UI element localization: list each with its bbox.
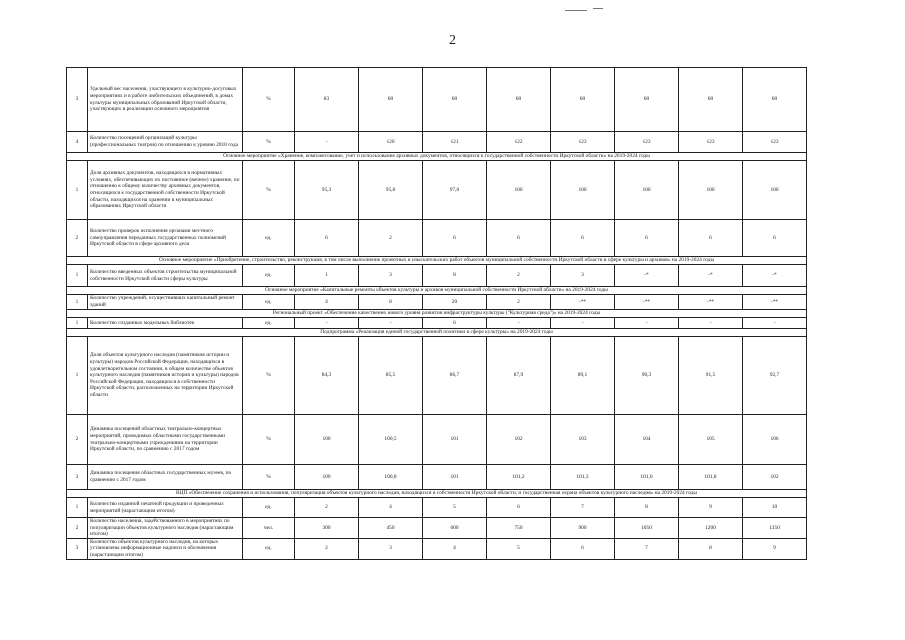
indicator-name: Количество посещений организаций культуры (профессиональных театров) по отношению к уровню 2010 года [88,132,243,153]
value-cell: - [743,318,807,329]
value-cell: 97,0 [423,161,487,220]
value-cell: 300 [295,518,359,539]
scan-artifact-line [565,10,587,11]
value-cell: 9 [743,538,807,559]
value-cell: 2 [487,265,551,287]
section-header-row [67,153,807,161]
value-cell: 6 [743,220,807,257]
value-cell: 100 [295,465,359,490]
page-number: 2 [449,33,456,48]
value-cell: 106 [743,415,807,465]
value-cell: 6 [487,498,551,518]
value-cell: 900 [551,518,615,539]
unit-cell: ед. [243,265,295,287]
value-cell: 450 [359,518,423,539]
unit-cell: ед. [243,295,295,310]
value-cell: 123 [615,132,679,153]
indicator-name: Количество населения, задействованного в мероприятиях по популяризации объектов культурного наследия (нарастающим итогом) [88,518,243,539]
value-cell: 6 [423,318,487,329]
value-cell: 2 [487,295,551,310]
value-cell: 1350 [743,518,807,539]
value-cell: 100 [487,161,551,220]
value-cell: 60 [615,68,679,132]
table-row [67,498,807,518]
value-cell: 101,6 [615,465,679,490]
table-row [67,161,807,220]
row-number: 3 [67,465,88,490]
value-cell: 6 [487,220,551,257]
row-number: 3 [67,538,88,559]
value-cell: 101 [423,415,487,465]
value-cell: -* [615,265,679,287]
value-cell: 4 [295,295,359,310]
value-cell: 7 [615,538,679,559]
value-cell: 10 [743,498,807,518]
value-cell: 103 [551,415,615,465]
value-cell: 92,7 [743,337,807,415]
unit-cell: % [243,337,295,415]
section-title: Основное мероприятие «Капитальные ремонты объектов культуры и архивов муниципальной собственности Иркутской области» на 2019-2024 годы [67,287,807,295]
value-cell: 91,5 [679,337,743,415]
value-cell: - [295,132,359,153]
indicator-name: Количество объектов культурного наследия, на которых установлены информационные надписи и обозначения (нарастающим итогом) [88,538,243,559]
unit-cell: ед. [243,498,295,518]
value-cell: 60 [359,68,423,132]
section-title: Основное мероприятие «Хранение, комплектование, учет и использование архивных документов, относящихся к государственной собственности Иркутской области» на 2019-2024 годы [67,153,807,161]
value-cell: 100 [615,161,679,220]
value-cell: 87,9 [487,337,551,415]
value-cell: 6 [551,220,615,257]
unit-cell: % [243,415,295,465]
value-cell: 123 [743,132,807,153]
value-cell: 121 [423,132,487,153]
row-number: 1 [67,161,88,220]
value-cell: 104 [615,415,679,465]
row-number: 2 [67,220,88,257]
value-cell: 102 [487,415,551,465]
value-cell: 100 [295,415,359,465]
table-row [67,337,807,415]
value-cell: 3 [359,265,423,287]
section-header-row [67,257,807,265]
value-cell: 86,7 [423,337,487,415]
value-cell: 6 [615,220,679,257]
value-cell: 8 [423,265,487,287]
value-cell: - [615,318,679,329]
value-cell: 4 [359,498,423,518]
value-cell: 8 [679,538,743,559]
value-cell: 1200 [679,518,743,539]
value-cell: - [679,318,743,329]
indicator-name: Количество учреждений, осуществивших капитальный ремонт зданий [88,295,243,310]
value-cell: 89,1 [551,337,615,415]
value-cell: 8 [615,498,679,518]
row-number: 1 [67,265,88,287]
value-cell: 5 [487,538,551,559]
value-cell: 85,5 [359,337,423,415]
row-number: 2 [67,415,88,465]
section-header-row [67,329,807,337]
value-cell: 100,8 [359,465,423,490]
value-cell: 100 [551,161,615,220]
value-cell: 123 [551,132,615,153]
value-cell: 102 [743,465,807,490]
value-cell: 95,8 [359,161,423,220]
value-cell: 60 [679,68,743,132]
table-row [67,415,807,465]
value-cell: 90,3 [615,337,679,415]
scan-artifact-line [593,8,603,9]
value-cell: -** [551,295,615,310]
value-cell: 3 [551,265,615,287]
unit-cell: ед. [243,318,295,329]
value-cell: 9 [679,498,743,518]
value-cell: 101,8 [679,465,743,490]
table-row [67,265,807,287]
value-cell: 6 [423,220,487,257]
unit-cell: % [243,68,295,132]
table-row [67,318,807,329]
value-cell: -** [679,295,743,310]
table-row [67,220,807,257]
section-header-row [67,490,807,498]
value-cell: 60 [487,68,551,132]
value-cell: - [487,318,551,329]
indicator-name: Количество проверок исполнения органами местного самоуправления переданных государственных полномочий Иркутской области в сфере архивного дела [88,220,243,257]
row-number: 1 [67,337,88,415]
value-cell: 8 [359,295,423,310]
value-cell: 2 [359,220,423,257]
value-cell: 6 [295,220,359,257]
value-cell: -** [615,295,679,310]
value-cell: 7 [551,498,615,518]
value-cell: 101,3 [551,465,615,490]
value-cell: 60 [743,68,807,132]
value-cell: 2 [295,498,359,518]
indicators-table [66,67,807,560]
indicator-name: Динамика посещения областных государственных музеев, по сравнению с 2017 годом [88,465,243,490]
value-cell: 60 [551,68,615,132]
value-cell: 6 [679,220,743,257]
unit-cell: ед. [243,220,295,257]
table-row [67,295,807,310]
unit-cell: % [243,161,295,220]
value-cell: 120 [359,132,423,153]
value-cell: 105 [679,415,743,465]
row-number: 1 [67,295,88,310]
value-cell: -** [743,295,807,310]
value-cell: 1050 [615,518,679,539]
value-cell: 95,3 [295,161,359,220]
value-cell: 101,2 [487,465,551,490]
table-row [67,132,807,153]
unit-cell: % [243,132,295,153]
indicator-name: Количество изданной печатной продукции и проведенных мероприятий (нарастающим итогом) [88,498,243,518]
table-row [67,465,807,490]
indicator-name: Доля архивных документов, находящихся в нормативных условиях, обеспечивающих их постоянное (вечное) хранение, по отношению к общему количеству архивных документов, относящихся к государственной собственности Иркутской области, находящихся на хранении в муниципальных образованиях Иркутской области [88,161,243,220]
value-cell: 2 [295,538,359,559]
value-cell: - [359,318,423,329]
value-cell: - [551,318,615,329]
unit-cell: чел. [243,518,295,539]
indicator-name: Доля объектов культурного наследия (памятников истории и культуры) народов Российской Федерации, находящихся в удовлетворительном состоянии, в общем количестве объектов культурного наследия (памятников истории и культуры) народов Российской Федерации, находящихся в собственности Иркутской области, расположенных на территории Иркутской области [88,337,243,415]
value-cell: 100 [743,161,807,220]
value-cell: 750 [487,518,551,539]
indicator-name: Динамика посещений областных театрально-концертных мероприятий, проводимых областными государственными театрально-концертными учреждениями на территории Иркутской области, по сравнению с 2017 годом [88,415,243,465]
value-cell: 84,3 [295,337,359,415]
value-cell: 1 [295,265,359,287]
table-row [67,518,807,539]
value-cell: 600 [423,518,487,539]
row-number: 1 [67,318,88,329]
value-cell: 20 [423,295,487,310]
value-cell: 5 [423,498,487,518]
value-cell: 100,5 [359,415,423,465]
value-cell: - [295,318,359,329]
table-row [67,68,807,132]
value-cell: 123 [679,132,743,153]
section-title: Основное мероприятие «Приобретение, строительство, реконструкция, в том числе выполнение проектных и изыскательских работ объектов муниципальной собственности Иркутской области в сфере культуры и архивов» на 2019-2024 годы [67,257,807,265]
table-row [67,538,807,559]
section-title: ВЦП «Обеспечение сохранения и использования, популяризация объектов культурного наследия, находящихся в собственности Иркутской области, и государственная охрана объектов культурного наследия» на 2019-2024 годы [67,490,807,498]
unit-cell: % [243,465,295,490]
row-number: 2 [67,518,88,539]
value-cell: -* [679,265,743,287]
section-title: Подпрограмма «Реализация единой государственной политики в сфере культуры» на 2019-2024 годы [67,329,807,337]
section-header-row [67,310,807,318]
value-cell: 3 [359,538,423,559]
value-cell: 60 [423,68,487,132]
indicator-name: Количество введенных объектов строительства муниципальной собственности Иркутской области сферы культуры [88,265,243,287]
unit-cell: ед. [243,538,295,559]
value-cell: 4 [423,538,487,559]
section-title: Региональный проект «Обеспечение качественно нового уровня развития инфраструктуры культуры ("Культурная среда")» на 2019-2024 годы [67,310,807,318]
value-cell: 83 [295,68,359,132]
indicator-name: Удельный вес населения, участвующего в культурно-досуговых мероприятиях и в работе любительских объединений, в домах культуры муниципальных образований Иркутской области, участвующих в реализации основного мероприятия [88,68,243,132]
value-cell: 6 [551,538,615,559]
value-cell: 101 [423,465,487,490]
value-cell: 122 [487,132,551,153]
row-number: 1 [67,498,88,518]
row-number: 3 [67,68,88,132]
value-cell: -* [743,265,807,287]
value-cell: 100 [679,161,743,220]
section-header-row [67,287,807,295]
row-number: 4 [67,132,88,153]
indicator-name: Количество созданных модельных библиотек [88,318,243,329]
